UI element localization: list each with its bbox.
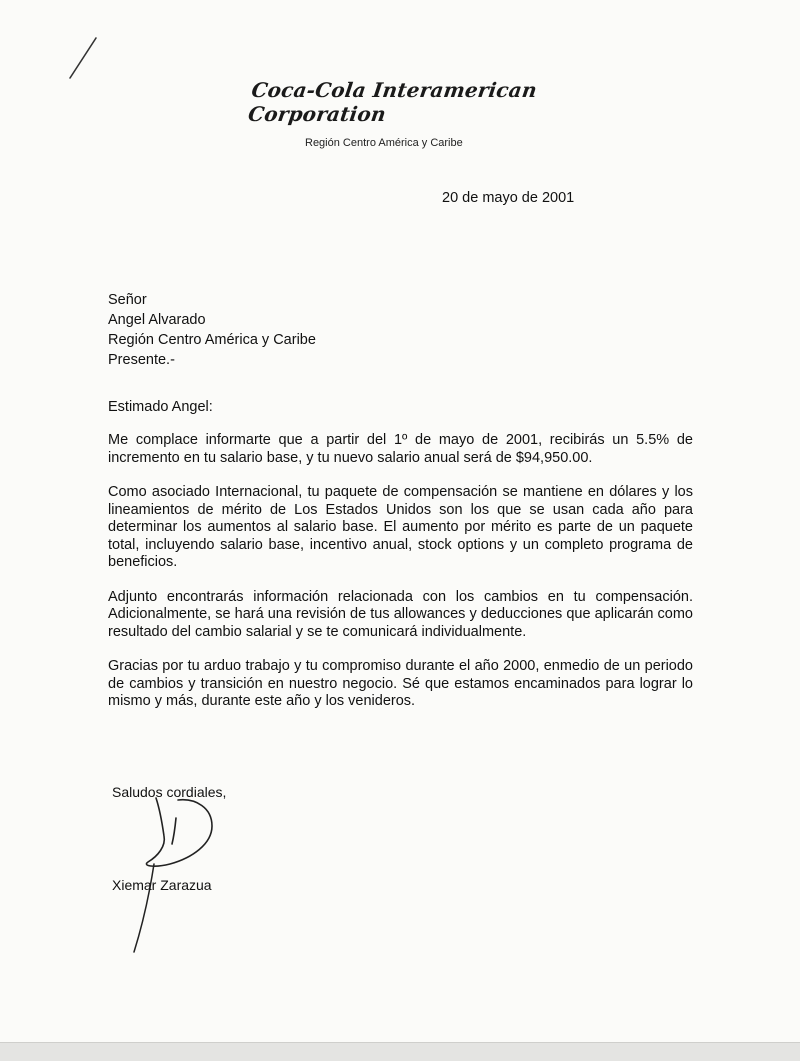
paragraph-attachments: Adjunto encontrarás información relacionada con los cambios en tu compensación. Adicionalmente, se hará una revisión de tus allowances y deducciones que aplicarán como resultado del cambio salarial y se te comunicará individualmente. — [108, 588, 693, 640]
letter-body — [108, 432, 693, 728]
greeting: Estimado Angel: — [108, 399, 213, 415]
paragraph-compensation: Como asociado Internacional, tu paquete de compensación se mantiene en dólares y los lineamientos de mérito de Los Estados Unidos son los que se usan cada año para determinar los aumentos al salario base. El aumento por mérito es parte de un paquete total, incluyendo salario base, incentivo anual, stock options y un completo programa de beneficios. — [108, 484, 693, 570]
closing: Saludos cordiales, — [112, 784, 227, 800]
recipient-name: Angel Alvarado — [108, 312, 206, 328]
recipient-region: Región Centro América y Caribe — [108, 332, 316, 348]
company-logo: Coca-Cola Interamerican Corporation — [246, 78, 539, 126]
scan-bottom-edge — [0, 1042, 800, 1061]
signer-name: Xiemar Zarazua — [112, 877, 212, 893]
recipient-title: Señor — [108, 292, 147, 308]
paragraph-salary: Me complace informarte que a partir del 1º de mayo de 2001, recibirás un 5.5% de incremento en tu salario base, y tu nuevo salario anual será de $94,950.00. — [108, 432, 693, 466]
recipient-address — [108, 290, 316, 370]
handwritten-signature — [120, 780, 230, 955]
letterhead-region: Región Centro América y Caribe — [305, 137, 463, 149]
paragraph-thanks: Gracias por tu arduo trabajo y tu compromiso durante el año 2000, enmedio de un periodo de cambios y transición en nuestro negocio. Sé que estamos encaminados para lograr lo mismo y más, durante este año y los venideros. — [108, 658, 693, 709]
recipient-presente: Presente.- — [108, 352, 175, 368]
letter-date: 20 de mayo de 2001 — [442, 190, 575, 206]
pen-stroke-mark — [62, 34, 102, 84]
